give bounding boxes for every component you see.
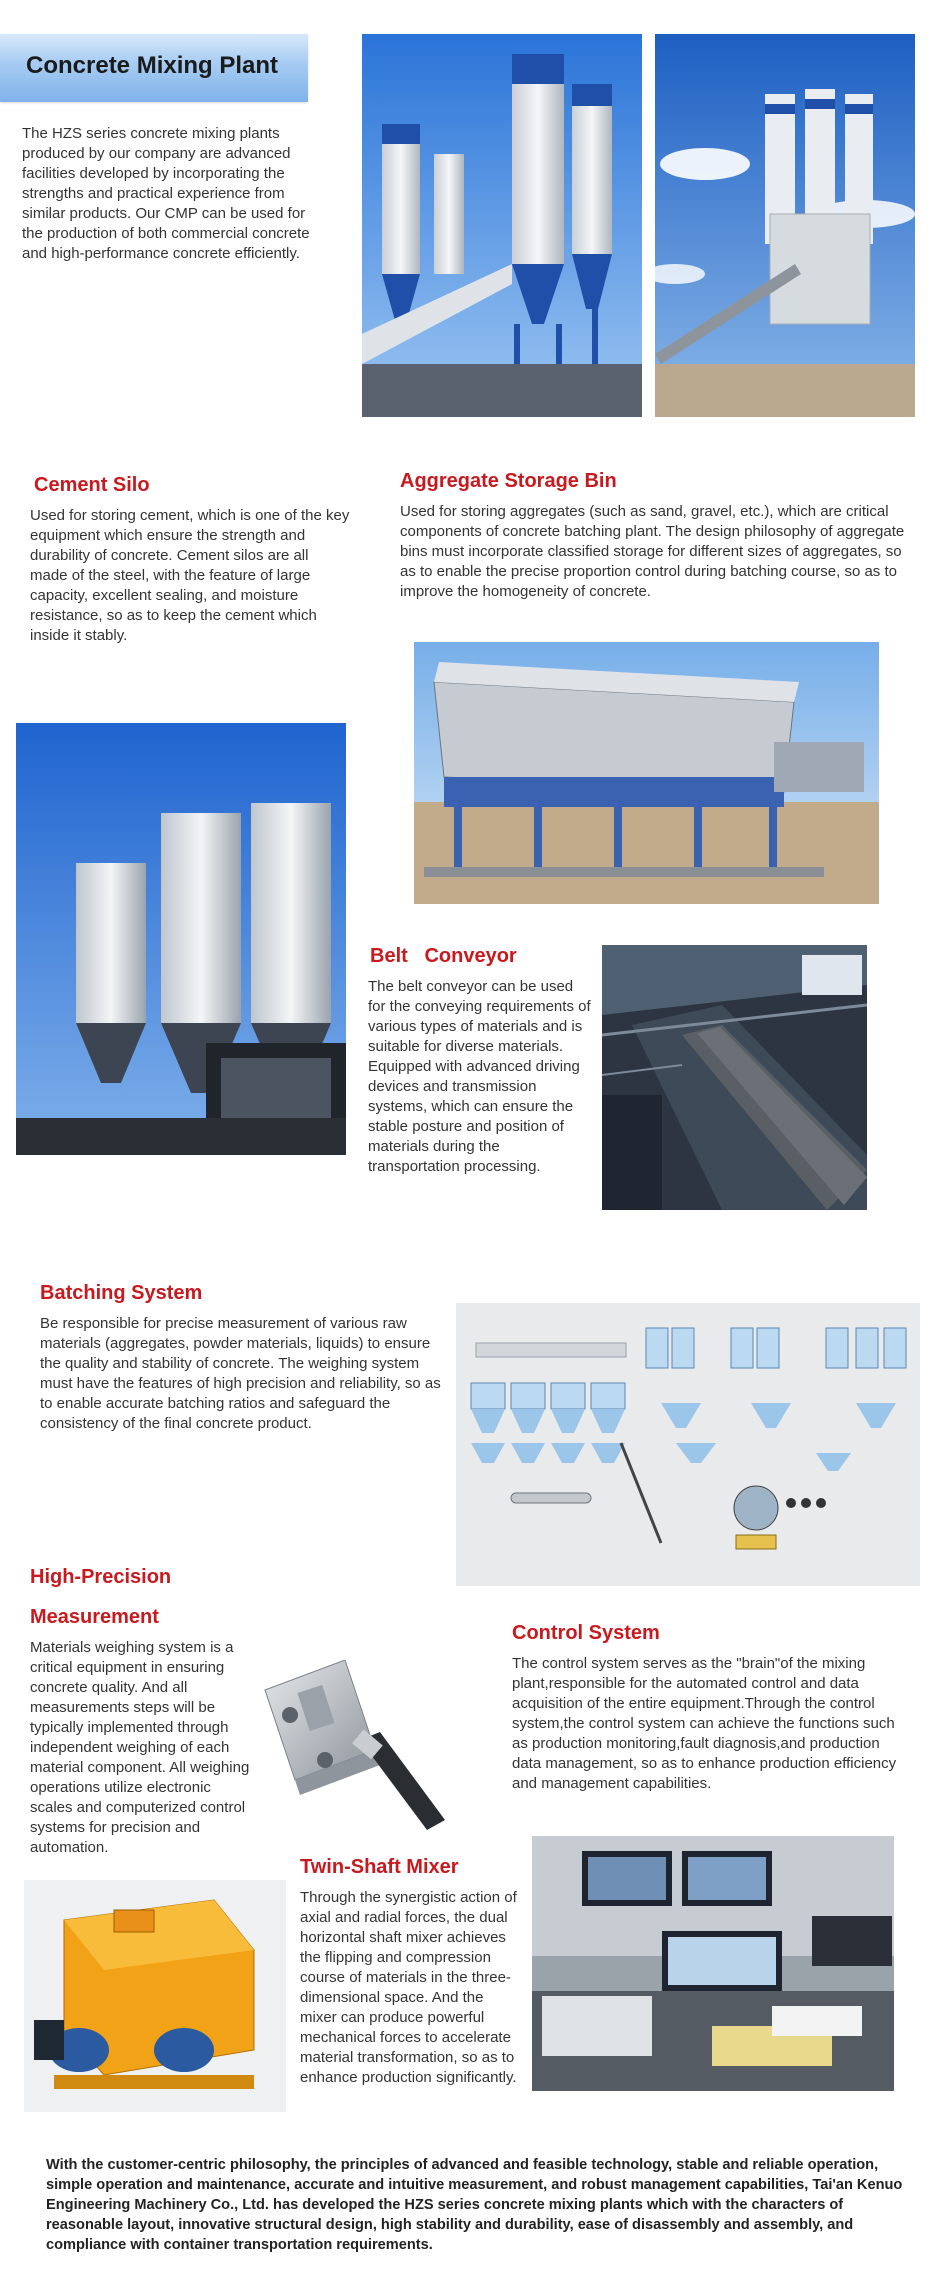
control-system-title: Control System (512, 1622, 660, 1644)
mixer-title: Twin-Shaft Mixer (300, 1856, 459, 1878)
intro-text: The HZS series concrete mixing plants produced by our company are advanced facilities developed by incorporating the strengths and practical experience from similar products. Our CMP can be used for the production of both commercial concrete and high-performance concrete efficiently. (22, 125, 310, 262)
plant-photo-silos (362, 34, 642, 417)
measurement-title-line2: Measurement (30, 1606, 159, 1628)
plant-photo-overview (655, 34, 915, 417)
cement-silo-title: Cement Silo (34, 474, 150, 496)
control-room-photo (532, 1836, 894, 2091)
mixer-text: Through the synergistic action of axial and radial forces, the dual horizontal shaft mixer achieves the flipping and compression course of materials in the three-dimensional space. And the mixer can produce powerful mechanical forces to accelerate material transformation, so as to enhance production significantly. (300, 1889, 517, 2086)
control-system-text: The control system serves as the "brain"of the mixing plant,responsible for the automated control and data acquisition of the entire equipment.Through the control system,the control system can achieve the functions such as production monitoring,fault diagnosis,and production data management, so as to enhance production efficiency and management capabilities. (512, 1655, 897, 1792)
batching-system-title: Batching System (40, 1282, 203, 1304)
page-title: Concrete Mixing Plant (26, 52, 279, 79)
measurement-title-line1: High-Precision (30, 1566, 172, 1588)
batching-system-text: Be responsible for precise measurement of various raw materials (aggregates, powder materials, liquids) to ensure the quality and stability of concrete. The weighing system must have the features of high precision and reliability, so as to enable accurate batching ratios and safeguard the consistency of the final concrete product. (40, 1315, 441, 1432)
aggregate-bin-text: Used for storing aggregates (such as sand, gravel, etc.), which are critical components of concrete batching plant. The design philosophy of aggregate bins must incorporate classified storage for different sizes of aggregates, so as to enable the precise proportion control during batching course, so as to improve the homogeneity of concrete. (400, 503, 905, 600)
load-cell-photo (255, 1660, 455, 1840)
belt-conveyor-photo (602, 945, 867, 1210)
belt-conveyor-title: Belt Conveyor (370, 945, 517, 967)
aggregate-bin-title: Aggregate Storage Bin (400, 470, 617, 492)
cement-silo-text: Used for storing cement, which is one of the key equipment which ensure the strength and durability of concrete. Cement silos are all made of the steel, with the feature of large capacity, excellent sealing, and moisture resistance, so as to keep the cement which inside it stably. (30, 507, 350, 644)
footer-text: With the customer-centric philosophy, the principles of advanced and feasible technology, stable and reliable operation, simple operation and maintenance, accurate and intuitive measurement, and robust management capabilities, Tai'an Kenuo Engineering Machinery Co., Ltd. has developed the HZS series concrete mixing plants which with the characters of reasonable layout, innovative structural design, high stability and durability, ease of disassembly and assembly, and compliance with container transportation requirements. (46, 2157, 903, 2253)
mixer-photo (24, 1880, 286, 2112)
aggregate-bin-photo (414, 642, 879, 904)
cement-silo-photo (16, 723, 346, 1155)
measurement-text: Materials weighing system is a critical equipment in ensuring concrete quality. And all measurements steps will be typically implemented through independent weighing of each material component. All weighing operations utilize electronic scales and computerized control systems for precision and automation. (30, 1639, 250, 1856)
belt-conveyor-text: The belt conveyor can be used for the conveying requirements of various types of materials and is suitable for diverse materials. Equipped with advanced driving devices and transmission systems, which can ensure the stable posture and position of materials during the transportation processing. (368, 978, 591, 1175)
batching-system-screen (456, 1303, 920, 1586)
